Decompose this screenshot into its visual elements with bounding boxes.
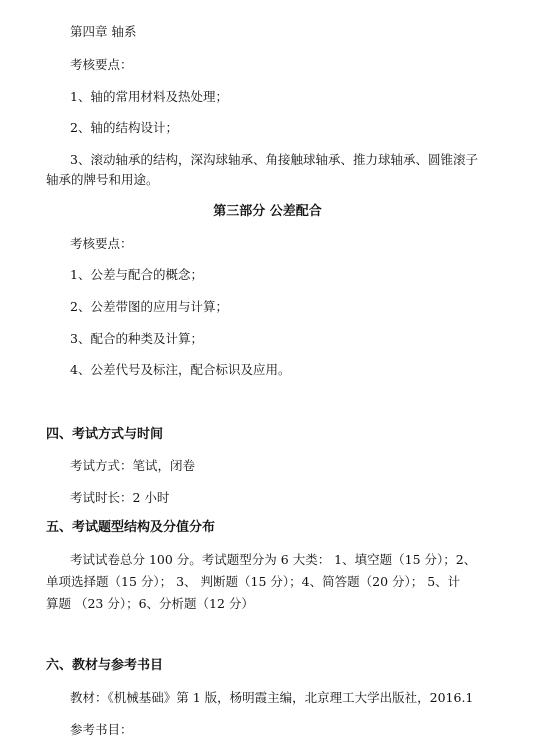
textbook-line: 教材：《机械基础》第 1 版，杨明霞主编，北京理工大学出版社，2016.1 <box>70 690 474 705</box>
chapter-4-points-label: 考核要点： <box>70 57 133 72</box>
section-5-line-2: 单项选择题（15 分）； 3、 判断题（15 分）；4、简答题（20 分）； 5、计 <box>46 574 461 589</box>
section-4-heading: 四、考试方式与时间 <box>46 427 164 442</box>
part-3-item-2: 2、公差带图的应用与计算； <box>70 299 228 314</box>
part-3-item-3: 3、配合的种类及计算； <box>70 331 203 346</box>
chapter-4-item-3-continued: 轴承的牌号和用途。 <box>46 172 159 187</box>
part-3-item-1: 1、公差与配合的概念； <box>70 267 203 282</box>
chapter-4-item-3: 3、滚动轴承的结构，深沟球轴承、角接触球轴承、推力球轴承、圆锥滚子 <box>70 152 478 167</box>
exam-method: 考试方式：笔试，闭卷 <box>70 458 196 473</box>
chapter-4-item-2: 2、轴的结构设计； <box>70 120 178 135</box>
part-3-points-label: 考核要点： <box>70 236 133 251</box>
section-5-heading: 五、考试题型结构及分值分布 <box>46 520 216 535</box>
section-5-line-1: 考试试卷总分 100 分。考试题型分为 6 大类： 1、填空题（15 分）；2、 <box>70 552 477 567</box>
exam-duration: 考试时长：2 小时 <box>70 490 170 505</box>
section-5-line-3: 算题 （23 分）；6、分析题（12 分） <box>46 596 254 611</box>
references-label: 参考书目： <box>70 722 133 737</box>
part-3-title: 第三部分 公差配合 <box>213 204 322 219</box>
section-6-heading: 六、教材与参考书目 <box>46 658 164 673</box>
chapter-4-title: 第四章 轴系 <box>70 24 137 39</box>
chapter-4-item-1: 1、轴的常用材料及热处理； <box>70 89 228 104</box>
part-3-item-4: 4、公差代号及标注，配合标识及应用。 <box>70 362 291 377</box>
